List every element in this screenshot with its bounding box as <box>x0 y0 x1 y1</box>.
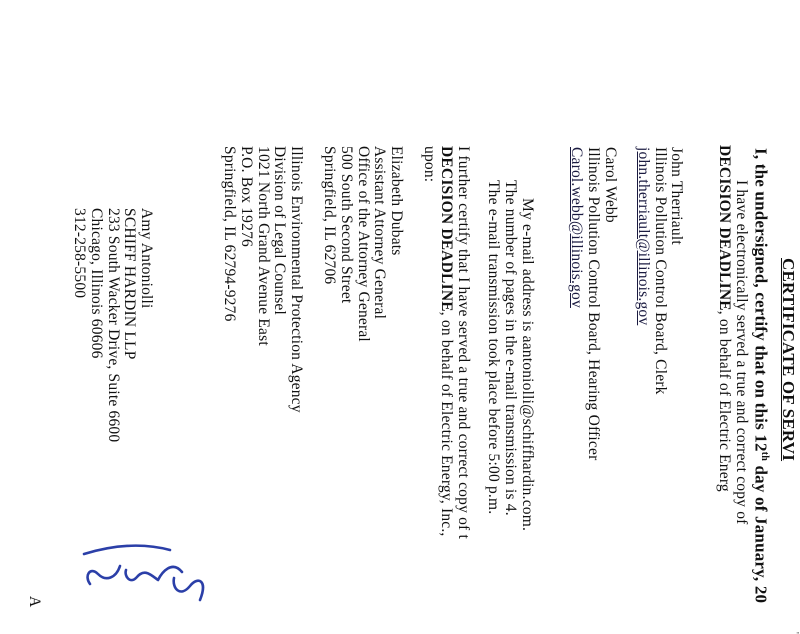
recipient-2-email-link[interactable]: Carol.webb@illinois.gov <box>568 147 585 308</box>
mail-recipient-2-line-3: 1021 North Grand Avenue East <box>255 146 272 346</box>
mail-recipient-2-line-1: Illinois Environmental Protection Agency <box>288 146 305 413</box>
mail-recipient-2-line-5: Springfield, IL 62794-9276 <box>221 146 238 322</box>
served-line-2: DECISION DEADLINE, on behalf of Electric Energ <box>716 145 733 492</box>
served-line-1: I have electronically served a true and correct copy of <box>733 180 750 525</box>
mail-recipient-2-line-4: P.O. Box 19276 <box>238 146 255 247</box>
further-certify-line-3: upon: <box>421 146 438 183</box>
mail-recipient-1-line-2: Assistant Attorney General <box>371 146 388 320</box>
sender-phone: 312-258-5500 <box>71 208 88 299</box>
signature-initial: A <box>26 596 43 608</box>
mail-recipient-2-line-2: Division of Legal Counsel <box>271 146 288 316</box>
recipient-1-email-link[interactable]: john.therriault@illinois.gov <box>635 147 652 326</box>
recipient-1-name: John Therriault <box>668 147 685 245</box>
page-count-statement: The number of pages in the e-mail transmission is 4. <box>502 180 519 516</box>
sender-city: Chicago, Illinois 60606 <box>88 208 105 359</box>
certificate-heading: CERTIFICATE OF SERVI <box>779 258 798 462</box>
sender-name: Amy Antoniolli <box>138 208 155 309</box>
recipient-1-org: Illinois Pollution Control Board, Clerk <box>652 147 669 395</box>
mail-recipient-1-line-4: 500 South Second Street <box>338 146 355 304</box>
handwritten-signature <box>80 480 210 618</box>
further-certify-line-1: I further certify that I have served a true and correct copy of t <box>455 146 472 539</box>
mail-recipient-1-line-3: Office of the Attorney General <box>355 146 372 342</box>
mail-recipient-1-line-1: Elizabeth Dubats <box>388 146 405 256</box>
email-address-statement: My e-mail address is aantoniolli@schiffhardin.com. <box>519 198 536 532</box>
sender-firm: SCHIFF HARDIN LLP <box>121 208 138 360</box>
signature-stroke <box>84 546 203 600</box>
certification-intro: I, the undersigned, certify that on this 12th day of January, 20 <box>751 148 771 604</box>
recipient-2-org: Illinois Pollution Control Board, Hearing Officer <box>585 147 602 461</box>
mail-recipient-1-line-5: Springfield, IL 62706 <box>321 146 338 285</box>
transmission-time-statement: The e-mail transmission took place before 5:00 p.m. <box>485 180 502 515</box>
recipient-2-name: Carol Webb <box>602 147 619 223</box>
stray-scan-mark: ' <box>789 632 800 634</box>
further-certify-line-2: DECISION DEADLINE, on behalf of Electric Energy, Inc., <box>438 146 455 537</box>
sender-street: 233 South Wacker Drive, Suite 6600 <box>105 208 122 443</box>
